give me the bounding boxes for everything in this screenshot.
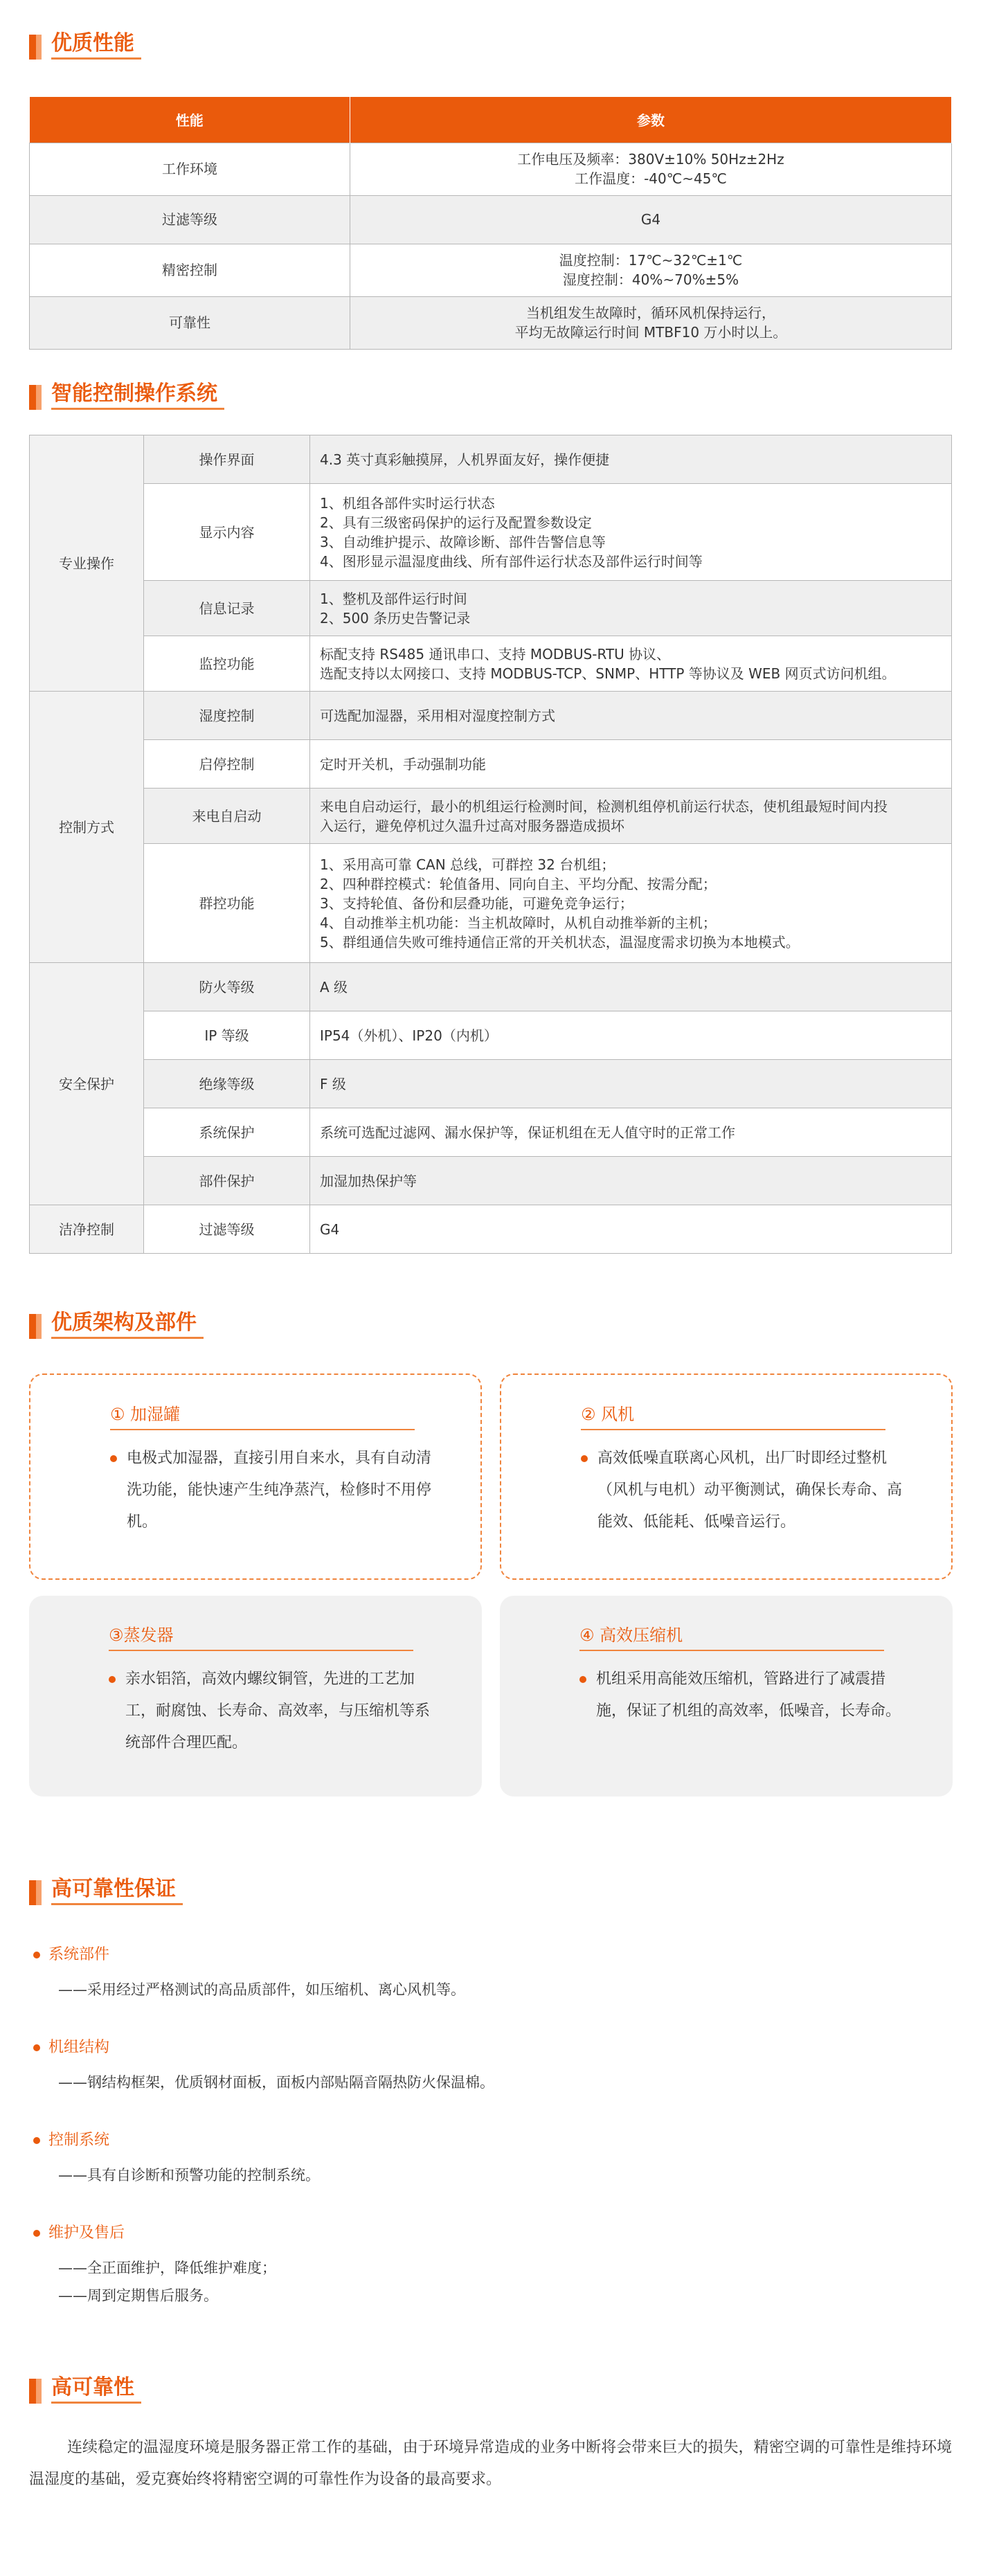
group-name: 控制方式	[30, 692, 144, 963]
table-row	[30, 1157, 952, 1205]
table-row	[30, 636, 952, 692]
section-title-quality-performance	[29, 29, 141, 60]
value-line: 来电自启动运行，最小的机组运行检测时间，检测机组停机前运行状态，使机组最短时间内投	[320, 798, 888, 815]
value-line: 选配支持以太网接口、支持 MODBUS-TCP、SNMP、HTTP 等协议及 WEB 网页式访问机组。	[320, 665, 896, 682]
section-title-high-reliability	[29, 2373, 141, 2404]
value-line: 工作温度：-40℃~45℃	[575, 170, 727, 187]
row-name: 工作环境	[30, 143, 350, 195]
table-row	[30, 195, 952, 244]
card-title: ③蒸发器	[109, 1623, 413, 1651]
control-system-table	[29, 435, 952, 1254]
table-row	[30, 484, 952, 581]
title-marker-light	[36, 1880, 42, 1905]
title-marker	[29, 35, 36, 60]
card-line: （风机与电机）动平衡测试，确保长寿命、高	[597, 1481, 903, 1499]
table-row	[30, 1060, 952, 1108]
value-line: 3、支持轮值、备份和层叠功能，可避免竞争运行；	[320, 894, 633, 912]
row-name: 可靠性	[30, 296, 350, 349]
item-name: 监控功能	[144, 636, 310, 692]
row-name: 过滤等级	[30, 195, 350, 244]
item-value	[310, 789, 952, 844]
section-title-reliability-guarantee	[29, 1875, 183, 1905]
card-line: 工，耐腐蚀、长寿命、高效率，与压缩机等系	[125, 1702, 431, 1720]
card-body	[110, 1443, 453, 1538]
item-title: 控制系统	[33, 2129, 320, 2152]
value-line: 1、机组各部件实时运行状态	[320, 494, 495, 512]
item-value: A 级	[310, 963, 952, 1011]
value-line: 3、自动维护提示、故障诊断、部件告警信息等	[320, 533, 606, 550]
performance-table	[29, 97, 952, 350]
value-line: 2、500 条历史告警记录	[320, 609, 471, 627]
title-marker	[29, 1880, 36, 1905]
card-line: 统部件合理匹配。	[125, 1734, 248, 1751]
table-row	[30, 740, 952, 789]
item-name: 防火等级	[144, 963, 310, 1011]
section-heading: 优质性能	[51, 30, 141, 60]
item-name: 湿度控制	[144, 692, 310, 740]
table-row	[30, 1011, 952, 1060]
item-title: 机组结构	[33, 2037, 494, 2059]
card-title: ② 风机	[581, 1403, 885, 1430]
table-row	[30, 1205, 952, 1254]
value-line: 平均无故障运行时间 MTBF10 万小时以上。	[514, 324, 787, 341]
table-row	[30, 244, 952, 296]
item-desc: ——钢结构框架，优质钢材面板，面板内部贴隔音隔热防火保温棉。	[58, 2074, 494, 2091]
item-value: F 级	[310, 1060, 952, 1108]
title-marker	[29, 2379, 36, 2404]
item-desc	[33, 2254, 276, 2309]
group-name: 安全保护	[30, 963, 144, 1205]
row-value	[350, 296, 952, 349]
reliability-item-system-parts	[33, 1944, 465, 2003]
table-row	[30, 581, 952, 636]
section-heading: 高可靠性	[51, 2374, 141, 2404]
value-line: 5、群组通信失败可维持通信正常的开关机状态，温湿度需求切换为本地模式。	[320, 933, 800, 951]
item-name: 部件保护	[144, 1157, 310, 1205]
table-row	[30, 844, 952, 963]
group-name: 专业操作	[30, 435, 144, 692]
item-name: 过滤等级	[144, 1205, 310, 1254]
item-name: 绝缘等级	[144, 1060, 310, 1108]
item-name: 系统保护	[144, 1108, 310, 1157]
item-title: 维护及售后	[33, 2222, 276, 2244]
card-line: 能效、低能耗、低噪音运行。	[597, 1513, 796, 1531]
title-marker	[29, 1314, 36, 1339]
table-row	[30, 1108, 952, 1157]
component-card-humidifier	[29, 1373, 482, 1580]
card-line: 施，保证了机组的高效率，低噪音，长寿命。	[596, 1702, 901, 1720]
value-line: 入运行，避免停机过久温升过高对服务器造成损坏	[320, 817, 624, 834]
table-row	[30, 692, 952, 740]
section-title-smart-control	[29, 379, 224, 410]
item-value	[310, 484, 952, 581]
group-name: 洁净控制	[30, 1205, 144, 1254]
col-header-performance: 性能	[30, 97, 350, 143]
card-body	[579, 1664, 925, 1727]
component-card-fan	[500, 1373, 953, 1580]
title-marker-light	[36, 1314, 42, 1339]
item-name: 显示内容	[144, 484, 310, 581]
row-value: G4	[350, 195, 952, 244]
value-line: 温度控制：17℃~32℃±1℃	[559, 252, 743, 269]
title-marker-light	[36, 35, 42, 60]
card-line: 亲水铝箔，高效内螺纹铜管，先进的工艺加	[125, 1670, 415, 1688]
title-marker-light	[36, 385, 42, 410]
item-value	[310, 581, 952, 636]
card-body	[581, 1443, 924, 1538]
item-name: 启停控制	[144, 740, 310, 789]
reliability-paragraph: 连续稳定的温湿度环境是服务器正常工作的基础，由于环境异常造成的业务中断将会带来巨大的损失，精密空调的可靠性是维持环境温湿度的基础，爱克赛始终将精密空调的可靠性作为设备的最高要求。	[29, 2439, 952, 2488]
row-name: 精密控制	[30, 244, 350, 296]
value-line: 2、具有三级密码保护的运行及配置参数设定	[320, 514, 592, 531]
card-line: 洗功能，能快速产生纯净蒸汽，检修时不用停	[127, 1481, 432, 1499]
col-header-parameters: 参数	[350, 97, 952, 143]
card-title: ① 加湿罐	[110, 1403, 415, 1430]
item-title: 系统部件	[33, 1944, 465, 1966]
value-line: 1、整机及部件运行时间	[320, 590, 467, 607]
card-title: ④ 高效压缩机	[579, 1623, 884, 1651]
value-line: 当机组发生故障时，循环风机保持运行，	[526, 305, 775, 321]
card-line: 高效低噪直联离心风机，出厂时即经过整机	[597, 1450, 888, 1467]
item-value: 系统可选配过滤网、漏水保护等，保证机组在无人值守时的正常工作	[310, 1108, 952, 1157]
value-line: 标配支持 RS485 通讯串口、支持 MODBUS-RTU 协议、	[320, 645, 671, 663]
row-value	[350, 244, 952, 296]
value-line: 4、图形显示温湿度曲线、所有部件运行状态及部件运行时间等	[320, 552, 703, 570]
item-name: 操作界面	[144, 435, 310, 484]
reliability-item-control-system	[33, 2129, 320, 2189]
card-body	[109, 1664, 454, 1759]
value-line: 1、采用高可靠 CAN 总线，可群控 32 台机组；	[320, 856, 615, 873]
item-value	[310, 844, 952, 963]
component-card-evaporator	[29, 1596, 482, 1796]
desc-line: ——全正面维护，降低维护难度；	[58, 2260, 276, 2276]
title-marker-light	[36, 2379, 42, 2404]
card-line: 机组采用高能效压缩机，管路进行了减震措	[596, 1670, 886, 1688]
title-marker	[29, 385, 36, 410]
desc-line: ——周到定期售后服务。	[58, 2287, 218, 2304]
item-value: G4	[310, 1205, 952, 1254]
table-row	[30, 963, 952, 1011]
table-row	[30, 296, 952, 349]
item-desc: ——采用经过严格测试的高品质部件，如压缩机、离心风机等。	[58, 1981, 465, 1998]
value-line: 工作电压及频率：380V±10% 50Hz±2Hz	[517, 151, 784, 168]
item-value	[310, 636, 952, 692]
item-name: 来电自启动	[144, 789, 310, 844]
section-heading: 智能控制操作系统	[51, 380, 224, 410]
value-line: 湿度控制：40%~70%±5%	[562, 271, 739, 288]
section-heading: 优质架构及部件	[51, 1309, 204, 1339]
value-line: 2、四种群控模式：轮值备用、同向自主、平均分配、按需分配；	[320, 875, 717, 892]
item-name: 群控功能	[144, 844, 310, 963]
value-line: 4、自动推举主机功能：当主机故障时，从机自动推举新的主机；	[320, 914, 717, 931]
reliability-item-structure	[33, 2037, 494, 2096]
card-line: 电极式加湿器，直接引用自来水，具有自动清	[127, 1450, 432, 1467]
item-value: 4.3 英寸真彩触摸屏，人机界面友好，操作便捷	[310, 435, 952, 484]
item-value: IP54（外机）、IP20（内机）	[310, 1011, 952, 1060]
section-heading: 高可靠性保证	[51, 1875, 183, 1905]
row-value	[350, 143, 952, 195]
item-value: 加湿加热保护等	[310, 1157, 952, 1205]
item-value: 定时开关机，手动强制功能	[310, 740, 952, 789]
item-name: 信息记录	[144, 581, 310, 636]
table-row	[30, 789, 952, 844]
table-row	[30, 143, 952, 195]
reliability-item-maintenance	[33, 2222, 276, 2309]
item-value: 可选配加湿器，采用相对湿度控制方式	[310, 692, 952, 740]
section-title-architecture	[29, 1308, 204, 1339]
item-name: IP 等级	[144, 1011, 310, 1060]
table-row	[30, 435, 952, 484]
component-card-compressor	[500, 1596, 953, 1796]
item-desc: ——具有自诊断和预警功能的控制系统。	[58, 2167, 320, 2183]
card-line: 机。	[127, 1513, 158, 1531]
